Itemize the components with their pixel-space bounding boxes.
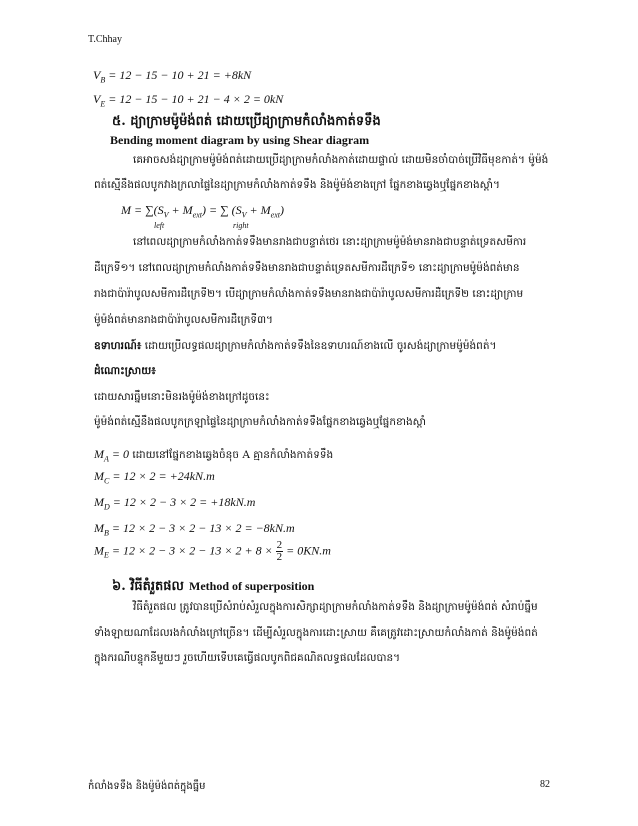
md-expr: = 12 × 2 − 3 × 2 = +18kN.m — [109, 495, 256, 509]
mb-sub: B — [104, 528, 109, 538]
section6-line3: ក្នុងករណីបន្ទុកនីមួយៗ រួចហើយទើបគេធ្វើផលបូកពិជគណិតលទ្ធផលដែលបាន។ — [94, 652, 401, 664]
formula-left-label: left — [154, 221, 165, 230]
section5-heading: ៥. ដ្យាក្រាមម៉ូម៉ង់ពត់ ដោយប្រើដ្យាក្រាមកំលាំងកាត់ទទឹង — [112, 114, 381, 129]
me-expr-a: = 12 × 2 − 3 × 2 − 13 × 2 + 8 × — [108, 543, 276, 558]
solution-label: ដំណោះស្រាយ៖ — [94, 365, 156, 377]
para2-line1: នៅពេលដ្យាក្រាមកំលាំងកាត់ទទឹងមានរាងជាបន្ទាត់ថេរ នោះដ្យាក្រាមម៉ូម៉ង់មានរាងជាបន្ទាត់ទ្រេតសមីការ — [133, 236, 527, 248]
footer-title: កំលាំងទទឹង និងម៉ូម៉ង់ពត់ក្នុងធ្នឹម — [88, 781, 206, 792]
para2-line2: ដឺក្រេទី១។ នៅពេលដ្យាក្រាមកំលាំងកាត់ទទឹងមានរាងជាបន្ទាត់ទ្រេតសមីការដឺក្រេទី១ នោះដ្យាក្រាមម៉ូម៉ង់ពត់មាន — [94, 262, 520, 274]
eq-var: V — [93, 92, 101, 106]
example-line — [94, 340, 496, 355]
para2-line4: ម៉ូម៉ង់ពត់មានរាងជាប៉ារ៉ាបូលសមីការដឺក្រេទី៣។ — [94, 314, 273, 326]
ma-line: $M_A = 0$ ដោយនៅផ្នែកខាងឆ្វេងចំនុច A គ្មានកំលាំងកាត់ទទឹង — [94, 447, 334, 464]
eq-expr: = 12 − 15 − 10 + 21 − 4 × 2 = 0kN — [105, 92, 284, 106]
solution-line2: ម៉ូម៉ង់ពត់ស្មើនឹងផលបូកក្រឡាផ្ទៃនៃដ្យាក្រាមកំលាំងកាត់ទទឹងផ្នែកខាងឆ្វេងឬផ្នែកខាងស្តាំ — [94, 416, 426, 428]
eq-sub: B — [100, 75, 106, 85]
para1-line1: គេអាចសង់ដ្យាក្រាមម៉ូម៉ង់ពត់ដោយប្រើដ្យាក្រាមកំលាំងកាត់ដោយផ្ទាល់ ដោយមិនចាំបាច់ប្រើវិធីមុខកាត់។ ម៉ូម៉ង់ — [133, 154, 549, 166]
moment-mc: $M_C = 12 \times 2 = +24kN.m$ — [94, 469, 215, 486]
fraction-den: 2 — [276, 551, 283, 563]
section5-subtitle: Bending moment diagram by using Shear diagram — [110, 133, 370, 147]
section6-line1: វិធីតំរួតផល ត្រូវបានប្រើសំរាប់សំរួលក្នុងការសិក្សាដ្យាក្រាមកំលាំងកាត់ទទឹង និងដ្យាក្រាមម៉ូម៉ង់ពត់ សំរាប់ធ្នឹម — [133, 601, 538, 613]
eq-var: V — [93, 68, 101, 82]
section6-title — [112, 575, 314, 597]
me-sub: E — [104, 550, 109, 560]
equation-ve — [93, 92, 283, 108]
equation-vb — [93, 68, 251, 84]
para1-line2: ពត់ស្មើនឹងផលបូកវាងក្រលាផ្ទៃនៃដ្យាក្រាមកំលាំងកាត់ទទឹង និងម៉ូម៉ង់ខាងក្រៅ ផ្នែកខាងឆ្វេងឬផ្នែកខាងស្តាំ។ — [94, 179, 500, 191]
moment-mb: $M_B = 12 \times 2 - 3 \times 2 - 13 \times 2 = -8kN.m$ — [94, 521, 295, 538]
moment-me: $M_E = 12 \times 2 - 3 \times 2 - 13 \times 2 + 8$ × $\frac{2}{2}$ = 0KN.m — [94, 539, 331, 563]
section6-subtitle: Method of superposition — [189, 579, 315, 593]
solution-line1: ដោយសារធ្នឹមនោះមិនរងម៉ូម៉ង់ខាងក្រៅដូចនេះ — [94, 391, 270, 403]
eq-expr: = 12 − 15 − 10 + 21 = +8kN — [105, 68, 252, 82]
page-number: 82 — [540, 779, 550, 790]
fraction-num: 2 — [276, 539, 283, 551]
para2-line3: រាងជាប៉ារ៉ាបូលសមីការដឺក្រេទី២។ បើដ្យាក្រាមកំលាំងកាត់ទទឹងមានរាងជាប៉ារ៉ាបូលសមីការដឺក្រេទី២ នោះដ្យាក្រាម — [94, 288, 524, 300]
ma-text: ដោយនៅផ្នែកខាងឆ្វេងចំនុច A គ្មានកំលាំងកាត់ទទឹង — [129, 449, 334, 461]
moment-md: $M_D = 12 \times 2 - 3 \times 2 = +18kN.m$ — [94, 495, 256, 512]
mc-sub: C — [104, 476, 110, 486]
moment-formula: $M = \sum(S_V + M_{ext})$ = ∑ $(S_V + M_{ext})$ — [121, 203, 284, 220]
mc-expr: = 12 × 2 = +24kN.m — [109, 469, 215, 483]
formula-right-label: right — [233, 221, 249, 230]
me-expr-b: = 0KN.m — [283, 543, 331, 558]
author-header: T.Chhay — [88, 34, 122, 45]
example-label: ឧទាហរណ៍៖ — [94, 340, 142, 352]
example-text: ដោយប្រើលទ្ធផលដ្យាក្រាមកំលាំងកាត់ទទឹងនៃឧទាហរណ៍ខាងលើ ចូរសង់ដ្យាក្រាមម៉ូម៉ង់ពត់។ — [141, 340, 497, 352]
section6-line2: ទាំងឡាយណាដែលរងកំលាំងក្រៅច្រើន។ ដើម្បីសំរួលក្នុងការដោះស្រាយ គឺគេត្រូវដោះស្រាយកំលាំងកាត់ និងម៉ូម៉ង់ពត់ — [94, 627, 538, 639]
eq-sub: E — [100, 99, 106, 109]
section6-heading: ៦. វិធីតំរួតផល — [112, 579, 184, 594]
mb-expr: = 12 × 2 − 3 × 2 − 13 × 2 = −8kN.m — [108, 521, 295, 535]
md-sub: D — [104, 502, 110, 512]
